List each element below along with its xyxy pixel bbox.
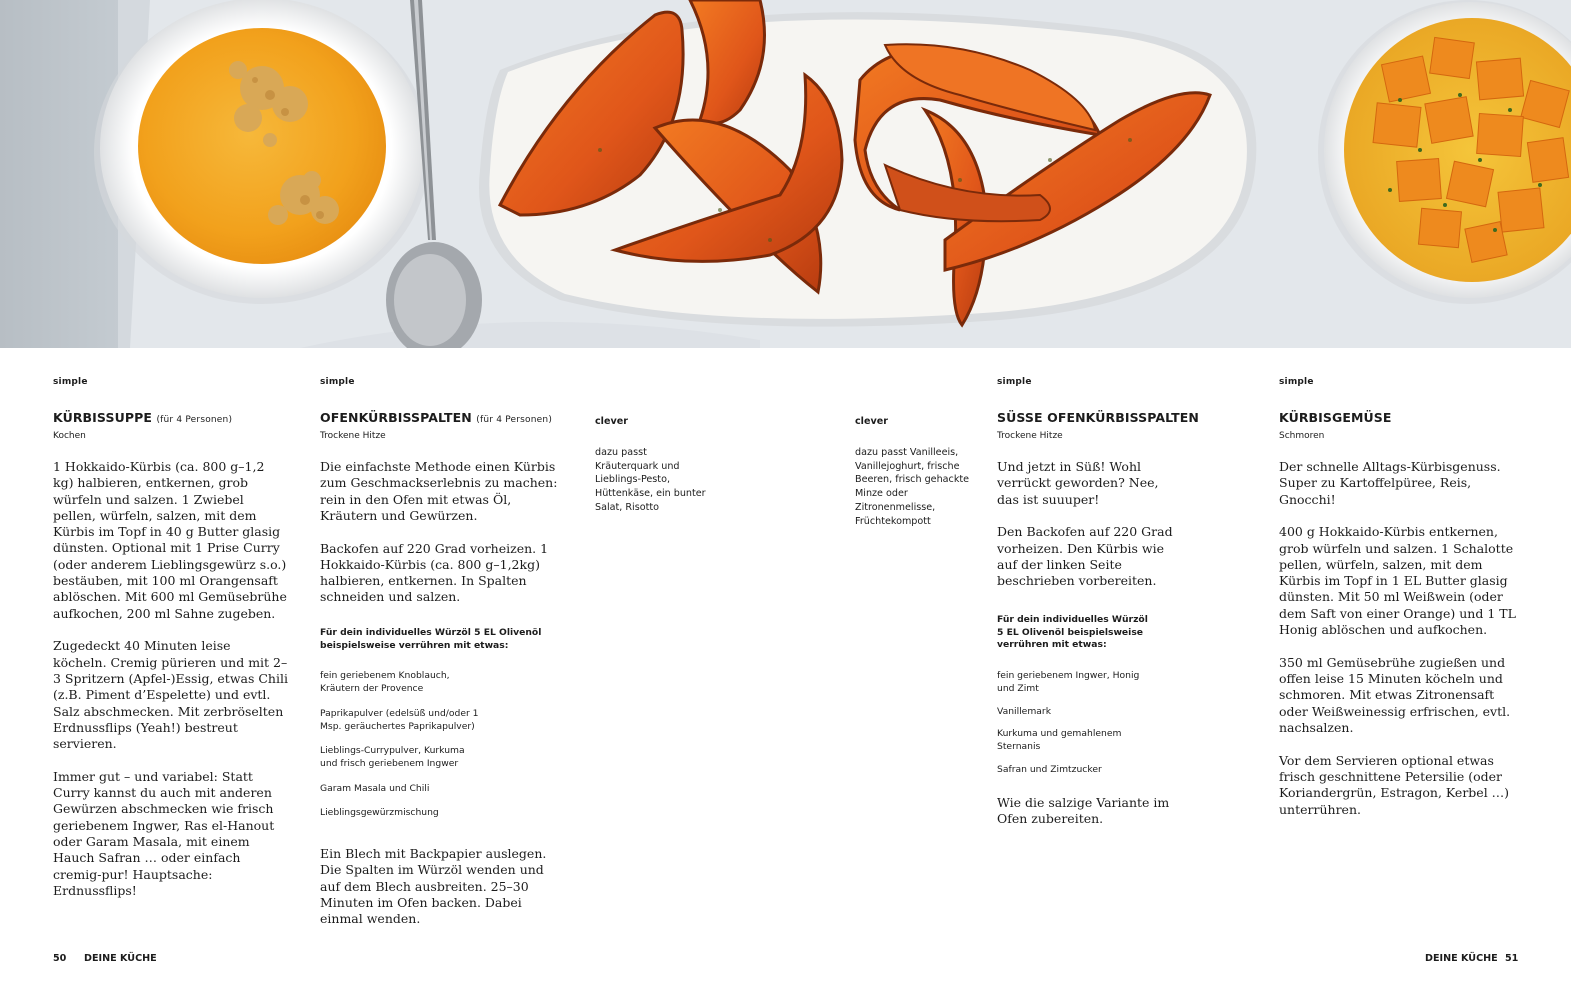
recipe-method: Trockene Hitze	[320, 431, 386, 441]
spice-oil-options	[997, 614, 1157, 776]
recipe-suesse-ofenkuerbisspalten	[997, 376, 1199, 827]
spice-oil-option: Safran und Zimtzucker	[997, 763, 1102, 775]
spice-oil-options	[320, 627, 550, 820]
clever-text: dazu passt Vanilleeis, Vanillejoghurt, frische Beeren, frisch gehackte Minze oder Zitronenmelisse, Früchtekompott	[855, 447, 970, 527]
running-head-right: DEINE KÜCHE	[1425, 953, 1498, 964]
recipe-body	[320, 459, 565, 622]
recipe-tag: simple	[320, 377, 355, 387]
recipe-closing	[320, 846, 565, 944]
spice-oil-option: Kurkuma und gemahlenem Sternanis	[997, 728, 1122, 752]
recipe-tag: simple	[997, 377, 1032, 387]
page-number-left: 50	[53, 953, 67, 964]
recipe-title-text: SÜSSE OFENKÜRBISSPALTEN	[997, 410, 1199, 425]
hero-photo	[0, 0, 1571, 348]
spice-oil-heading: Für dein individuelles Würzöl 5 EL Olivenöl beispielsweise verrühren mit etwas:	[320, 627, 542, 651]
clever-text: dazu passt Kräuterquark und Lieblings-Pesto, Hüttenkäse, ein bunter Salat, Risotto	[595, 447, 706, 513]
recipe-title-text: KÜRBISGEMÜSE	[1279, 410, 1392, 425]
recipe-title-text: KÜRBISSUPPE	[53, 410, 152, 425]
recipe-tag: simple	[1279, 377, 1314, 387]
recipe-body	[53, 459, 288, 916]
recipe-paragraph: Den Backofen auf 220 Grad vorheizen. Den Kürbis wie auf der linken Seite beschrieben vorbereiten.	[997, 524, 1173, 589]
food-photo-illustration	[0, 0, 1571, 348]
recipe-paragraph: Die einfachste Methode einen Kürbis zum Geschmackserlebnis zu machen: rein in den Ofen mit etwas Öl, Kräutern und Gewürzen.	[320, 459, 558, 523]
recipe-method: Kochen	[53, 431, 86, 441]
recipe-paragraph: Backofen auf 220 Grad vorheizen. 1 Hokkaido-Kürbis (ca. 800 g–1,2kg) halbieren, entkernen. In Spalten schneiden und salzen.	[320, 540, 549, 605]
recipe-paragraph: Und jetzt in Süß! Wohl verrückt geworden? Nee, das ist suuuper!	[997, 459, 1159, 507]
spice-oil-option: Lieblings-Currypulver, Kurkuma und frisch geriebenem Ingwer	[320, 745, 465, 769]
recipe-title	[320, 410, 552, 425]
recipe-ofenkuerbisspalten	[320, 376, 570, 927]
recipe-paragraph: Zugedeckt 40 Minuten leise köcheln. Cremig pürieren und mit 2–3 Spritzern (Apfel-)Essig, etwas Chili (z.B. Piment d’Espelette) und evtl. Salz abschmecken. Mit zerbröselten Erdnussflips (Yeah!) bestreut servieren.	[53, 638, 288, 752]
soup-bowl	[94, 0, 430, 304]
recipe-title	[53, 410, 232, 425]
spice-oil-option: fein geriebenem Knoblauch, Kräutern der Provence	[320, 670, 450, 695]
page-number-right: 51	[1505, 953, 1519, 964]
recipe-paragraph: Wie die salzige Variante im Ofen zubereiten.	[997, 795, 1170, 827]
recipe-paragraph: Der schnelle Alltags-Kürbisgenuss. Super zu Kartoffelpüree, Reis, Gnocchi!	[1279, 459, 1501, 507]
recipe-method: Trockene Hitze	[997, 431, 1063, 441]
recipe-tag: simple	[53, 377, 88, 387]
recipe-paragraph: 400 g Hokkaido-Kürbis entkernen, grob würfeln und salzen. 1 Schalotte pellen, würfeln, salzen, mit dem Kürbis im Topf in 1 EL Butter glasig dünsten. Mit 50 ml Weißwein (oder dem Saft von einer Orange) und 1 TL Honig ablöschen und aufkochen.	[1279, 524, 1516, 638]
recipe-title	[1279, 410, 1392, 425]
recipe-closing	[997, 795, 1175, 844]
spice-oil-heading: Für dein individuelles Würzöl 5 EL Olivenöl beispielsweise verrühren mit etwas:	[997, 614, 1148, 651]
recipe-kuerbissuppe	[53, 376, 288, 898]
recipe-serves: (für 4 Personen)	[476, 415, 553, 425]
recipe-paragraph: Vor dem Servieren optional etwas frisch geschnittene Petersilie (oder Koriandergrün, Estragon, Kerbel …) unterrühren.	[1279, 752, 1510, 817]
spice-oil-option: Garam Masala und Chili	[320, 782, 430, 794]
clever-label: clever	[855, 416, 888, 427]
spice-oil-option: fein geriebenem Ingwer, Honig und Zimt	[997, 670, 1140, 694]
recipe-paragraph: Immer gut – und variabel: Statt Curry kannst du auch mit anderen Gewürzen abschmecken wie frisch geriebenem Ingwer, Ras el-Hanout oder Garam Masala, mit einem Hauch Safran … oder einfach cremig-pur! Hauptsache: Erdnussflips!	[53, 768, 275, 898]
spice-oil-option: Vanillemark	[997, 705, 1052, 717]
spice-oil-option: Paprikapulver (edelsüß und/oder 1 Msp. geräuchertes Paprikapulver)	[320, 707, 479, 732]
recipe-paragraph: Ein Blech mit Backpapier auslegen. Die Spalten im Würzöl wenden und auf dem Blech ausbreiten. 25–30 Minuten im Ofen backen. Dabei einmal wenden.	[320, 846, 547, 927]
recipe-method: Schmoren	[1279, 431, 1325, 441]
recipe-serves: (für 4 Personen)	[156, 415, 233, 425]
recipe-body	[1279, 459, 1524, 834]
running-head-left: DEINE KÜCHE	[84, 953, 157, 964]
recipe-title	[997, 410, 1199, 425]
recipe-title-text: OFENKÜRBISSPALTEN	[320, 410, 472, 425]
clever-label: clever	[595, 416, 628, 427]
spice-oil-option: Lieblingsgewürzmischung	[320, 807, 439, 819]
recipe-paragraph: 350 ml Gemüsebrühe zugießen und offen leise 15 Minuten köcheln und schmoren. Mit etwas Zitronensaft oder Weißweinessig erfrischen, evtl. nachsalzen.	[1279, 654, 1511, 735]
recipe-kuerbisgemuese	[1279, 376, 1524, 817]
recipe-body	[997, 459, 1175, 606]
recipe-paragraph: 1 Hokkaido-Kürbis (ca. 800 g–1,2 kg) halbieren, entkernen, grob würfeln und salzen. 1 Zwiebel pellen, würfeln, salzen, mit dem Kürbis im Topf in 40 g Butter glasig dünsten. Optional mit 1 Prise Curry (oder anderem Lieblingsgewürz s.o.) bestäuben, mit 100 ml Orangensaft ablöschen. Mit 600 ml Gemüsebrühe aufkochen, 200 ml Sahne zugeben.	[53, 459, 287, 621]
